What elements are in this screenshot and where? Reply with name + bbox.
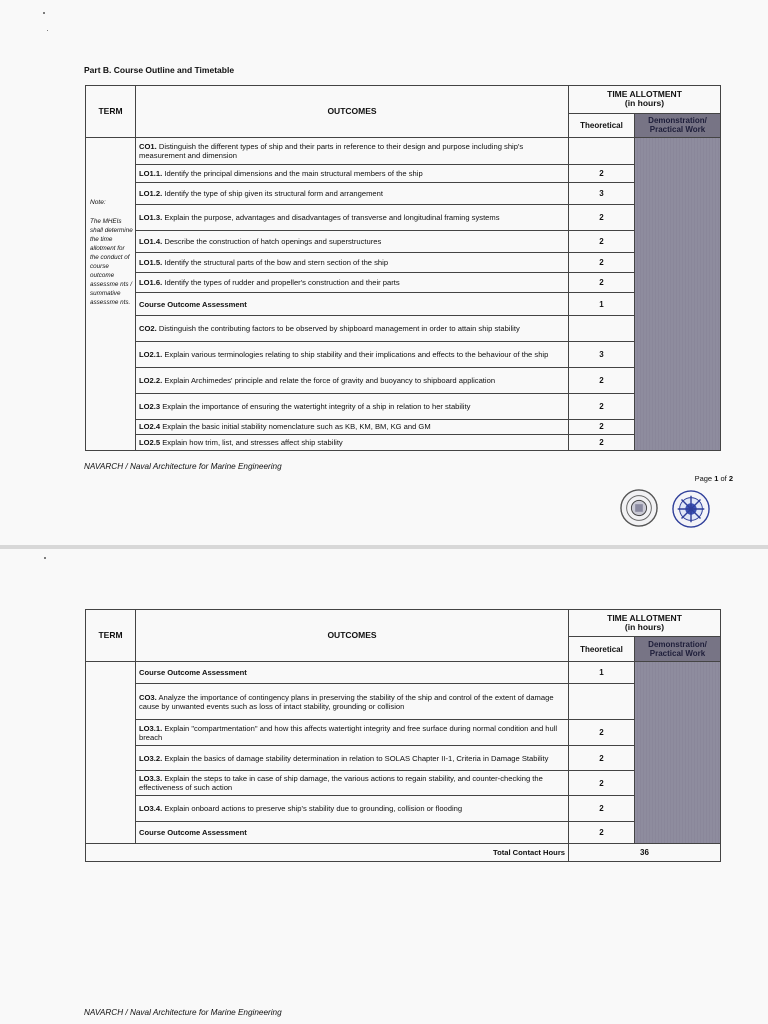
ched-seal-icon: [620, 489, 658, 527]
course-outline-table-continued: [85, 609, 721, 862]
total-contact-hours-value: 36: [569, 844, 721, 862]
table-row: [86, 368, 721, 394]
theoretical-hours: 2: [569, 252, 635, 272]
outcome-cell: LO1.3. Explain the purpose, advantages and disadvantages of transverse and longitudinal framing systems: [136, 204, 569, 231]
table-row: [86, 315, 721, 341]
theoretical-hours: 2: [569, 164, 635, 182]
demonstration-column-fill: [635, 138, 721, 451]
table-row: [86, 164, 721, 182]
note-title: Note:: [90, 199, 106, 207]
table-row: [86, 138, 721, 165]
in-hours-label: (in hours): [624, 622, 665, 632]
outcome-cell: LO3.3. Explain the steps to take in case of ship damage, the various actions to regain stability, and counter-checking the effectiveness of such action: [136, 771, 569, 796]
table-row: [86, 273, 721, 293]
outcome-cell: CO1. Distinguish the different types of ship and their parts in reference to their design and purpose including ship's measurement and dimension: [136, 138, 569, 165]
outcome-cell: LO2.2. Explain Archimedes' principle and relate the force of gravity and buoyancy to shipboard application: [136, 368, 569, 394]
demonstration-column-fill: [635, 662, 721, 844]
table-row: [86, 293, 721, 315]
total-contact-hours-label: Total Contact Hours: [86, 844, 569, 862]
note-text: The MHEIs shall determine the time allotment for the conduct of course outcome assessme nts / summative assessme nts.: [90, 218, 133, 307]
outcome-cell: Course Outcome Assessment: [136, 293, 569, 315]
theoretical-hours: 2: [569, 771, 635, 796]
time-allotment-header: [569, 610, 721, 637]
table-row: [86, 662, 721, 684]
outcome-cell: LO3.1. Explain "compartmentation" and how this affects watertight integrity and free surface during normal condition and hull breach: [136, 720, 569, 746]
term-cell: [86, 662, 136, 844]
table-row: [86, 771, 721, 796]
in-hours-label: (in hours): [624, 98, 665, 109]
theoretical-hours: 2: [569, 796, 635, 822]
table-row: [86, 231, 721, 252]
theoretical-hours: 2: [569, 393, 635, 420]
table-row: [86, 746, 721, 771]
theoretical-hours: 2: [569, 420, 635, 434]
theoretical-hours: [569, 684, 635, 720]
outcome-cell: LO3.2. Explain the basics of damage stability determination in relation to SOLAS Chapter II-1, Criteria in Damage Stability: [136, 746, 569, 771]
total-row: [86, 844, 721, 862]
table-row: [86, 684, 721, 720]
theoretical-hours: [569, 315, 635, 341]
table-row: [86, 393, 721, 420]
outcome-cell: LO2.3 Explain the importance of ensuring the watertight integrity of a ship in relation to her stability: [136, 393, 569, 420]
document-footer: NAVARCH / Naval Architecture for Marine Engineering: [84, 1008, 282, 1017]
scan-speck: [44, 557, 46, 559]
term-note-cell: [86, 138, 136, 451]
outcomes-header: OUTCOMES: [136, 610, 569, 662]
theoretical-hours: 2: [569, 368, 635, 394]
course-outline-table: [85, 85, 721, 451]
demonstration-header: Demonstration/ Practical Work: [635, 637, 721, 662]
table-row: [86, 183, 721, 204]
outcome-cell: LO2.5 Explain how trim, list, and stresses affect ship stability: [136, 434, 569, 450]
outcome-cell: CO3. Analyze the importance of contingency plans in preserving the stability of the ship and control of the extent of damage cause by unwanted events such as loss of intact stability, grounding or collision: [136, 684, 569, 720]
table-row: [86, 341, 721, 368]
table-row: [86, 420, 721, 434]
outcome-cell: Course Outcome Assessment: [136, 662, 569, 684]
theoretical-hours: 2: [569, 434, 635, 450]
marina-seal-icon: [672, 490, 710, 528]
table-row: [86, 434, 721, 450]
demonstration-header: Demonstration/ Practical Work: [635, 113, 721, 138]
theoretical-hours: 3: [569, 341, 635, 368]
table-row: [86, 796, 721, 822]
theoretical-hours: 2: [569, 231, 635, 252]
theoretical-hours: 3: [569, 183, 635, 204]
time-allotment-header: [569, 86, 721, 114]
table-row: [86, 204, 721, 231]
outcome-cell: LO1.5. Identify the structural parts of the bow and stern section of the ship: [136, 252, 569, 272]
theoretical-hours: [569, 138, 635, 165]
table-row: [86, 720, 721, 746]
scan-speck: [47, 30, 48, 31]
outcome-cell: Course Outcome Assessment: [136, 822, 569, 844]
theoretical-hours: 2: [569, 204, 635, 231]
theoretical-header: Theoretical: [569, 113, 635, 138]
theoretical-hours: 1: [569, 662, 635, 684]
document-footer: NAVARCH / Naval Architecture for Marine Engineering: [84, 462, 282, 471]
theoretical-hours: 1: [569, 293, 635, 315]
theoretical-hours: 2: [569, 822, 635, 844]
theoretical-hours: 2: [569, 720, 635, 746]
page-number: Page 1 of 2: [694, 474, 733, 483]
header-row: [86, 86, 721, 114]
outcome-cell: CO2. Distinguish the contributing factors to be observed by shipboard management in order to attain ship stability: [136, 315, 569, 341]
section-title: Part B. Course Outline and Timetable: [84, 65, 235, 75]
outcome-cell: LO3.4. Explain onboard actions to preserve ship's stability due to grounding, collision or flooding: [136, 796, 569, 822]
theoretical-hours: 2: [569, 273, 635, 293]
document-page-2: [0, 549, 768, 1024]
header-row: [86, 610, 721, 637]
term-header: TERM: [86, 86, 136, 138]
outcome-cell: LO1.1. Identify the principal dimensions and the main structural members of the ship: [136, 164, 569, 182]
theoretical-hours: 2: [569, 746, 635, 771]
outcome-cell: LO1.2. Identify the type of ship given its structural form and arrangement: [136, 183, 569, 204]
outcomes-header: OUTCOMES: [136, 86, 569, 138]
theoretical-header: Theoretical: [569, 637, 635, 662]
time-allotment-label: TIME ALLOTMENT: [607, 89, 682, 100]
time-allotment-label: TIME ALLOTMENT: [607, 613, 682, 623]
table-row: [86, 822, 721, 844]
outcome-cell: LO2.4 Explain the basic initial stability nomenclature such as KB, KM, BM, KG and GM: [136, 420, 569, 434]
outcome-cell: LO1.6. Identify the types of rudder and propeller's construction and their parts: [136, 273, 569, 293]
outcome-cell: LO2.1. Explain various terminologies relating to ship stability and their implications and effects to the behaviour of the ship: [136, 341, 569, 368]
table-row: [86, 252, 721, 272]
scan-speck: [43, 12, 45, 14]
term-header: TERM: [86, 610, 136, 662]
outcome-cell: LO1.4. Describe the construction of hatch openings and superstructures: [136, 231, 569, 252]
